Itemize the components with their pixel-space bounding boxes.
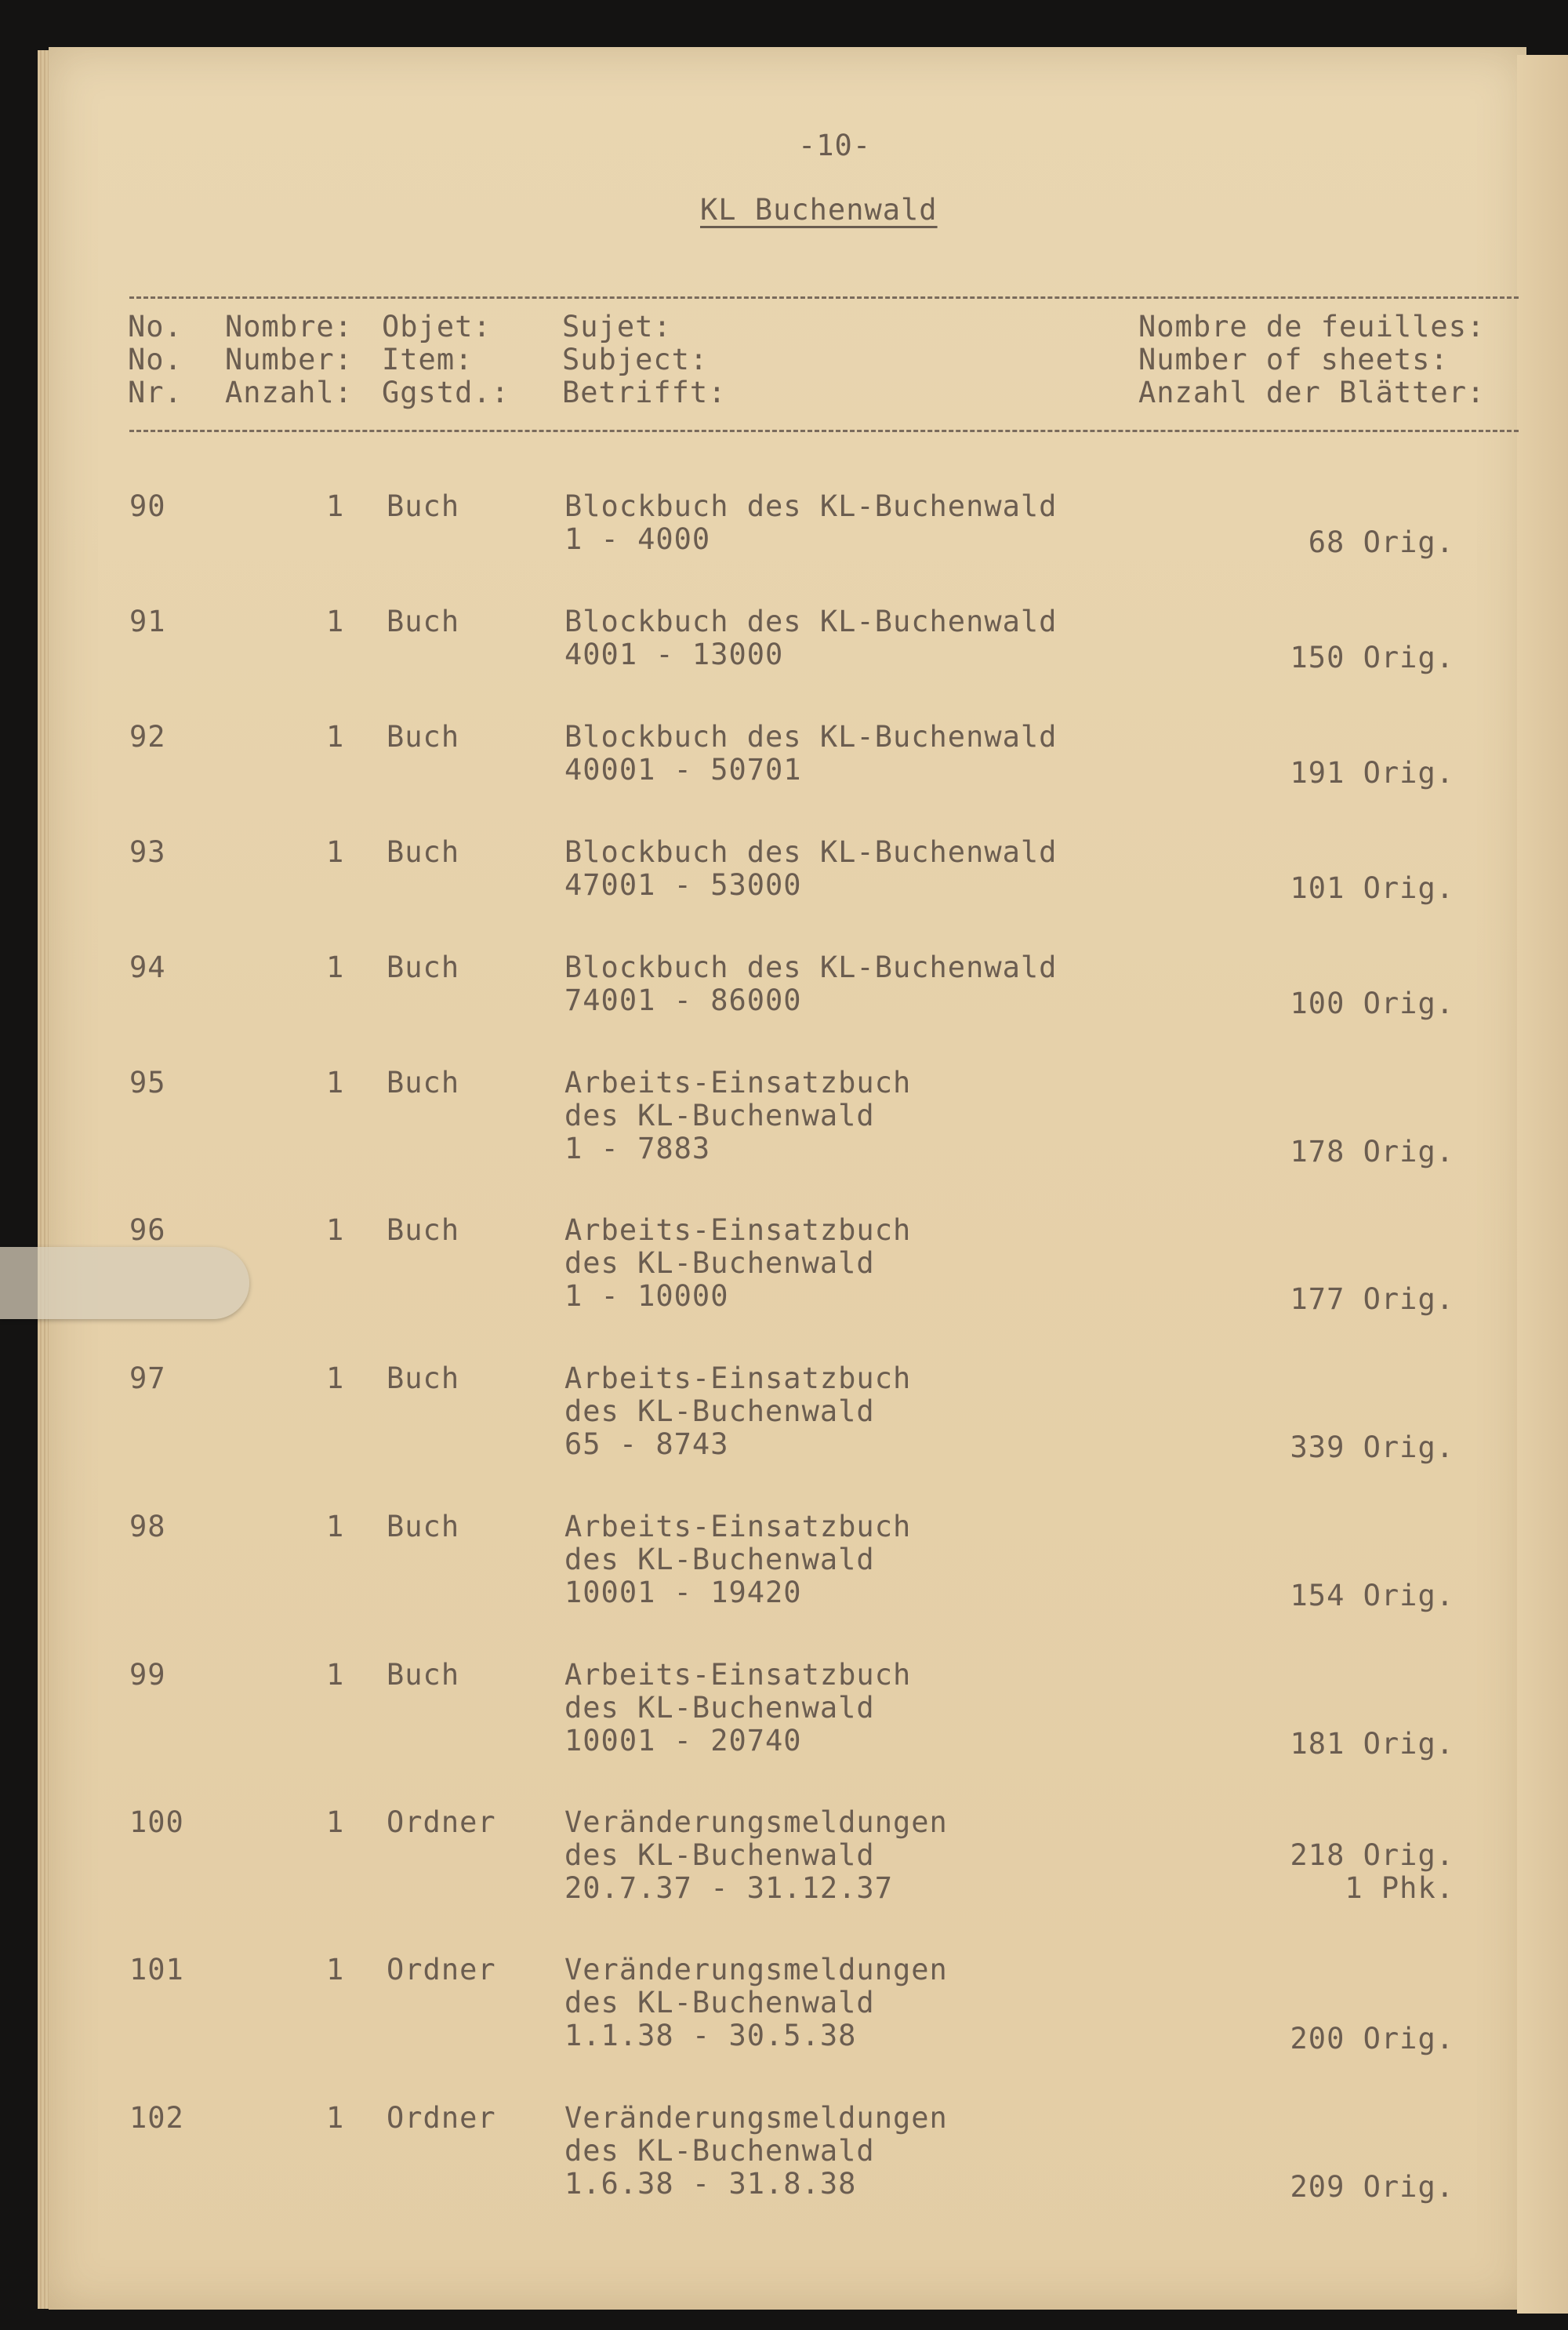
entry-subject-line: 20.7.37 - 31.12.37 [564, 1871, 893, 1905]
header-no-en: No. [128, 343, 183, 376]
entry-subject-line: Blockbuch des KL-Buchenwald [564, 951, 1058, 984]
entry-subject-line: Blockbuch des KL-Buchenwald [564, 489, 1058, 523]
entry-subject-line: Arbeits-Einsatzbuch [564, 1361, 912, 1395]
entry-sheets: 150 Orig. [1290, 641, 1454, 674]
entry-subject-line: Veränderungsmeldungen [564, 2101, 948, 2135]
entry-subject-line: 47001 - 53000 [564, 868, 802, 902]
entry-count: 1 [326, 951, 345, 984]
entry-sheets: 200 Orig. [1290, 2022, 1454, 2056]
entry-count: 1 [326, 720, 345, 754]
entry-count: 1 [326, 1805, 345, 1839]
header-item-fr: Objet: [382, 310, 492, 344]
header-subject-fr: Sujet: [562, 310, 672, 344]
next-page-edge [1517, 55, 1568, 2314]
entry-sheets: 191 Orig. [1290, 756, 1454, 790]
entry-sheets: 154 Orig. [1290, 1579, 1454, 1612]
entry-count: 1 [326, 2101, 345, 2135]
entry-subject-line: Veränderungsmeldungen [564, 1805, 948, 1839]
entry-subject-line: Arbeits-Einsatzbuch [564, 1066, 912, 1100]
entry-sheets: 339 Orig. [1290, 1430, 1454, 1464]
entry-count: 1 [326, 1658, 345, 1692]
entry-item: Buch [387, 951, 460, 984]
entry-sheets: 1 Phk. [1345, 1871, 1454, 1905]
entry-count: 1 [326, 1066, 345, 1100]
entry-subject-line: Blockbuch des KL-Buchenwald [564, 605, 1058, 638]
header-no-fr: No. [128, 310, 183, 344]
entry-subject-line: Veränderungsmeldungen [564, 1953, 948, 1986]
header-item-en: Item: [382, 343, 474, 376]
entry-number: 100 [129, 1805, 184, 1839]
header-number-fr: Nombre: [225, 310, 353, 344]
entry-sheets: 101 Orig. [1290, 871, 1454, 905]
entry-sheets: 218 Orig. [1290, 1838, 1454, 1872]
header-rule-top [129, 296, 1519, 299]
entry-subject-line: des KL-Buchenwald [564, 1986, 875, 2019]
entry-number: 96 [129, 1213, 166, 1247]
entry-item: Ordner [387, 1953, 496, 1986]
entry-sheets: 177 Orig. [1290, 1282, 1454, 1316]
entry-subject-line: Blockbuch des KL-Buchenwald [564, 720, 1058, 754]
entry-count: 1 [326, 1953, 345, 1986]
entry-count: 1 [326, 605, 345, 638]
header-sheets-en: Number of sheets: [1138, 343, 1449, 376]
header-number-en: Number: [225, 343, 353, 376]
header-subject-de: Betrifft: [562, 376, 727, 409]
entry-count: 1 [326, 489, 345, 523]
header-sheets-de: Anzahl der Blätter: [1138, 376, 1486, 409]
entry-subject-line: 4001 - 13000 [564, 638, 784, 671]
entry-subject-line: des KL-Buchenwald [564, 1543, 875, 1576]
entry-sheets: 100 Orig. [1290, 987, 1454, 1020]
entry-subject-line: des KL-Buchenwald [564, 1838, 875, 1872]
entry-number: 98 [129, 1510, 166, 1543]
header-number-de: Anzahl: [225, 376, 353, 409]
entry-item: Buch [387, 1510, 460, 1543]
header-rule-bottom [129, 430, 1519, 432]
entry-item: Buch [387, 1361, 460, 1395]
entry-subject-line: Arbeits-Einsatzbuch [564, 1213, 912, 1247]
entry-item: Ordner [387, 2101, 496, 2135]
entry-number: 102 [129, 2101, 184, 2135]
header-no-de: Nr. [128, 376, 183, 409]
entry-subject-line: 1.6.38 - 31.8.38 [564, 2167, 857, 2201]
entry-subject-line: Blockbuch des KL-Buchenwald [564, 835, 1058, 869]
entry-subject-line: des KL-Buchenwald [564, 1394, 875, 1428]
entry-subject-line: 1 - 4000 [564, 522, 711, 556]
entry-item: Buch [387, 1066, 460, 1100]
entry-number: 95 [129, 1066, 166, 1100]
page-marker-tab [0, 1247, 249, 1319]
entry-subject-line: 74001 - 86000 [564, 983, 802, 1017]
entry-sheets: 178 Orig. [1290, 1135, 1454, 1169]
page-number: -10- [798, 129, 872, 162]
entry-subject-line: 1.1.38 - 30.5.38 [564, 2019, 857, 2052]
entry-number: 94 [129, 951, 166, 984]
entry-subject-line: 10001 - 19420 [564, 1576, 802, 1609]
entry-subject-line: 1 - 7883 [564, 1132, 711, 1165]
entry-subject-line: Arbeits-Einsatzbuch [564, 1658, 912, 1692]
entry-count: 1 [326, 835, 345, 869]
entry-count: 1 [326, 1213, 345, 1247]
entry-number: 90 [129, 489, 166, 523]
entry-number: 91 [129, 605, 166, 638]
entry-subject-line: des KL-Buchenwald [564, 1691, 875, 1725]
entry-sheets: 68 Orig. [1308, 525, 1454, 559]
entry-item: Ordner [387, 1805, 496, 1839]
entry-item: Buch [387, 1213, 460, 1247]
entry-number: 99 [129, 1658, 166, 1692]
entry-sheets: 181 Orig. [1290, 1727, 1454, 1761]
entry-subject-line: 1 - 10000 [564, 1279, 729, 1313]
entry-number: 101 [129, 1953, 184, 1986]
entry-subject-line: Arbeits-Einsatzbuch [564, 1510, 912, 1543]
entry-subject-line: des KL-Buchenwald [564, 2134, 875, 2168]
entry-number: 92 [129, 720, 166, 754]
page-title: KL Buchenwald [700, 193, 938, 227]
entry-number: 97 [129, 1361, 166, 1395]
entry-item: Buch [387, 720, 460, 754]
entry-subject-line: des KL-Buchenwald [564, 1099, 875, 1132]
entry-item: Buch [387, 489, 460, 523]
entry-number: 93 [129, 835, 166, 869]
entry-subject-line: 65 - 8743 [564, 1427, 729, 1461]
entry-item: Buch [387, 605, 460, 638]
entry-item: Buch [387, 1658, 460, 1692]
entry-count: 1 [326, 1510, 345, 1543]
entry-item: Buch [387, 835, 460, 869]
entry-count: 1 [326, 1361, 345, 1395]
header-subject-en: Subject: [562, 343, 709, 376]
header-item-de: Ggstd.: [382, 376, 510, 409]
entry-subject-line: des KL-Buchenwald [564, 1246, 875, 1280]
header-sheets-fr: Nombre de feuilles: [1138, 310, 1486, 344]
entry-subject-line: 40001 - 50701 [564, 753, 802, 787]
entry-sheets: 209 Orig. [1290, 2170, 1454, 2204]
entry-subject-line: 10001 - 20740 [564, 1724, 802, 1757]
